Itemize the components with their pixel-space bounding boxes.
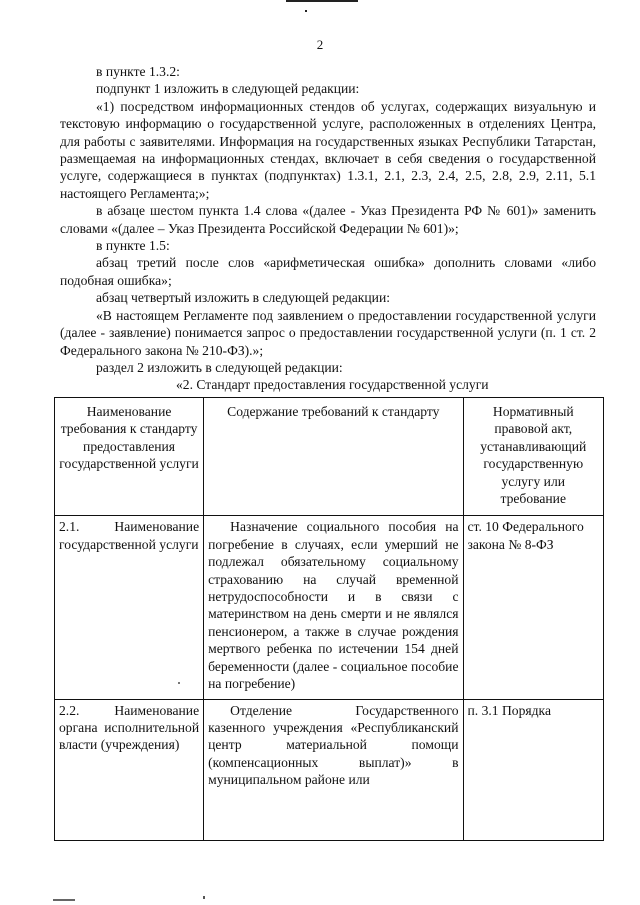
paragraph: абзац третий после слов «арифметическая ошибка» дополнить словами «либо подобная ошибка»; — [60, 255, 596, 288]
paragraph: в пункте 1.5: — [96, 238, 170, 254]
cell-act: ст. 10 Федерального закона № 8-ФЗ — [463, 516, 604, 699]
table-header-act: Нормативный правовой акт, устанавливающий государственную услугу или требование — [463, 398, 604, 516]
paragraph: раздел 2 изложить в следующей редакции: — [96, 359, 343, 375]
paragraph: подпункт 1 изложить в следующей редакции: — [96, 81, 360, 97]
cell-requirement: 2.1. Наименование государственной услуги — [55, 516, 204, 699]
paragraph: абзац четвертый изложить в следующей редакции: — [96, 290, 391, 306]
table-header-requirement: Наименование требования к стандарту предоставления государственной услуги — [55, 398, 204, 516]
table-header-row — [55, 398, 604, 516]
standard-table — [54, 397, 604, 841]
document-body — [60, 63, 596, 394]
paragraph: в пункте 1.3.2: — [96, 64, 180, 79]
cell-requirement-text: 2.2. Наименование органа исполнительной власти (учреждения) — [59, 702, 200, 753]
cell-content-text: Отделение Государственного казенного учреждения «Республиканский центр материальной помощи (компенсационных выплат)» в муниципальном районе или — [208, 702, 459, 788]
scan-line-top — [286, 0, 358, 2]
cell-content: Назначение социального пособия на погребение в случаях, если умерший не подлежал обязательному социальному страхованию на случай временной нетрудоспособности и в связи с материнством на день смерти и не являлся пенсионером, а также в случае рождения мертвого ребенка по истечении 154 дней беременности (далее - социальное пособие на погребение) — [204, 516, 463, 699]
cell-content — [204, 699, 463, 840]
table-row — [55, 516, 604, 699]
section-title: «2. Стандарт предоставления государственной услуги — [176, 377, 489, 393]
scan-mark-bottom — [53, 899, 75, 901]
scan-dot-top — [305, 10, 307, 12]
paragraph: в абзаце шестом пункта 1.4 слова «(далее - Указ Президента РФ № 601)» заменить словами «(далее – Указ Президента Российской Федерации № 601)»; — [60, 203, 596, 236]
page-number: 2 — [316, 37, 324, 52]
cell-requirement — [55, 699, 204, 840]
table-row — [55, 699, 604, 840]
table-header-content: Содержание требований к стандарту — [204, 398, 463, 516]
cell-act-text: п. 3.1 Порядка — [467, 702, 551, 718]
paragraph: «В настоящем Регламенте под заявлением о предоставлении государственной услуги (далее - заявление) понимается запрос о предоставлении государственной услуги (п. 1 ст. 2 Федерального закона № 210-ФЗ).»; — [60, 307, 596, 358]
scan-dot-bottom — [203, 896, 205, 899]
cell-act — [463, 699, 604, 840]
paragraph: «1) посредством информационных стендов об услугах, содержащих визуальную и текстовую информацию о государственной услуге, расположенных в отделениях Центра, для работы с заявителями. Информация на государственных языках Республики Татарстан, размещаемая на информационных стендах, включает в себя сведения о государственной услуге, содержащиеся в пунктах (подпунктах) 1.3.1, 2.1, 2.3, 2.4, 2.5, 2.8, 2.9, 2.11, 5.1 настоящего Регламента;»; — [60, 98, 596, 201]
